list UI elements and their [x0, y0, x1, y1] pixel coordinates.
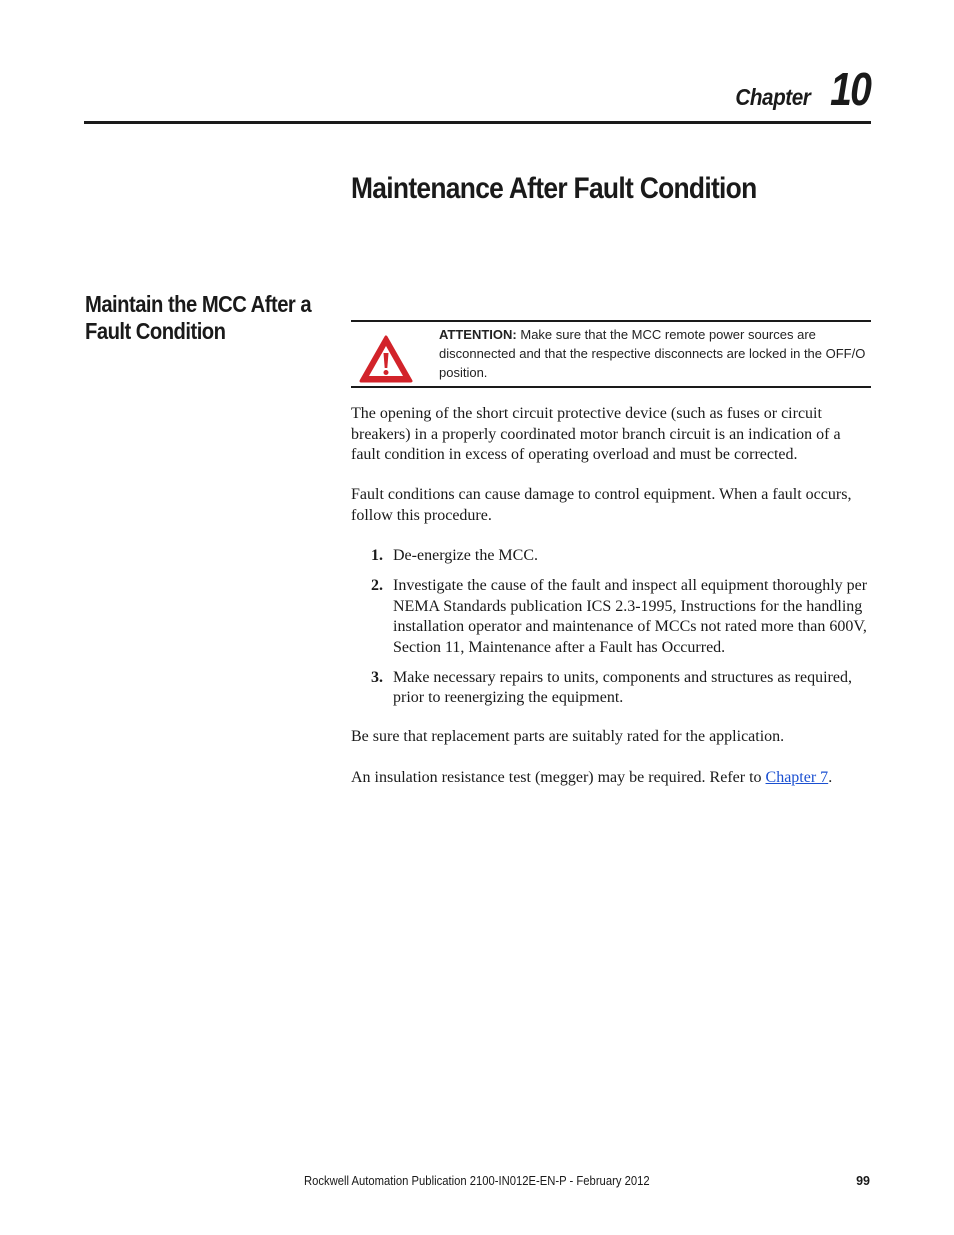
procedure-steps — [351, 546, 871, 718]
paragraph-megger-note — [351, 768, 871, 789]
step-text: De-energize the MCC. — [393, 547, 538, 564]
step-number: 1. — [371, 547, 383, 564]
section-title: Maintain the MCC After a Fault Condition — [85, 291, 312, 344]
chapter-label: Chapter — [735, 84, 811, 110]
attention-text: Make sure that the MCC remote power sources are disconnected and that the respective disconnects are locked in the OFF/O position. — [439, 327, 866, 380]
list-item — [351, 546, 871, 567]
warning-triangle-icon — [358, 334, 414, 384]
paragraph-fault-indication: The opening of the short circuit protective device (such as fuses or circuit breakers) in a properly coordinated motor branch circuit is an indication of a fault condition in excess of operating overload and must be corrected. — [351, 405, 841, 463]
step-text: Make necessary repairs to units, components and structures as required, prior to reenergizing the equipment. — [393, 668, 852, 706]
chapter-number: 10 — [829, 63, 870, 115]
step-number: 2. — [371, 577, 383, 594]
attention-label: ATTENTION: — [439, 327, 517, 342]
chapter-divider — [84, 121, 871, 124]
chapter-heading — [727, 62, 870, 116]
chapter-7-link[interactable]: Chapter 7 — [765, 769, 829, 786]
page-title: Maintenance After Fault Condition — [351, 172, 757, 205]
paragraph-replacement-parts: Be sure that replacement parts are suitably rated for the application. — [351, 728, 785, 745]
page-number: 99 — [856, 1174, 870, 1188]
footer-publication: Rockwell Automation Publication 2100-IN012E-EN-P - February 2012 — [304, 1174, 650, 1188]
step-text: Investigate the cause of the fault and inspect all equipment thoroughly per NEMA Standards publication ICS 2.3-1995, Instructions for the handling installation operator and maintenance of MCCs not rated more than 600V, Section 11, Maintenance after a Fault has Occurred. — [393, 577, 868, 656]
step-number: 3. — [371, 668, 383, 686]
list-item — [351, 576, 871, 658]
attention-box — [351, 320, 871, 388]
attention-message — [439, 325, 867, 382]
list-item — [351, 668, 871, 709]
paragraph-fault-procedure: Fault conditions can cause damage to control equipment. When a fault occurs, follow this procedure. — [351, 486, 852, 524]
megger-note-end: . — [828, 769, 833, 786]
megger-note-text: An insulation resistance test (megger) may be required. Refer to — [351, 769, 766, 786]
